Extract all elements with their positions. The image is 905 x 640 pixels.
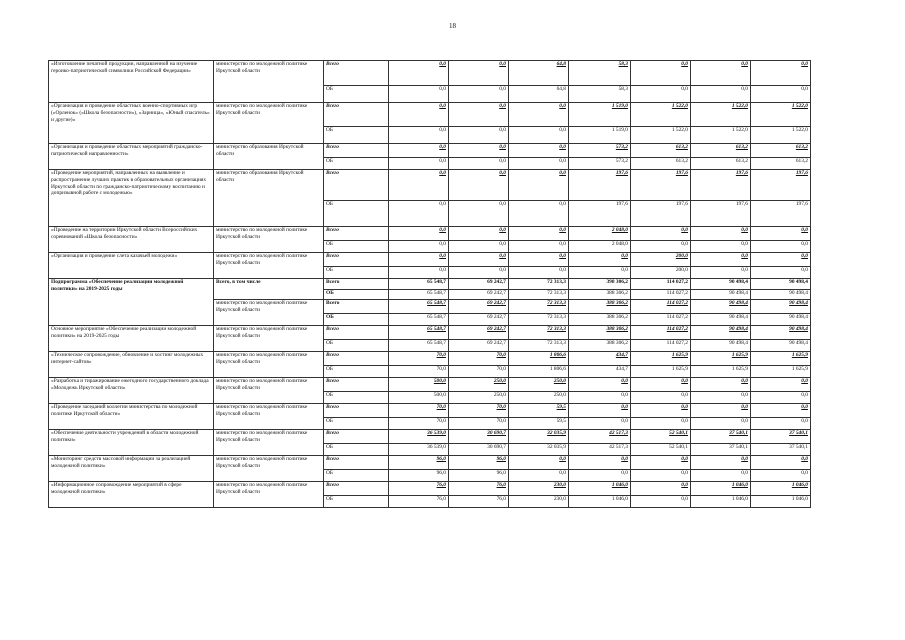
value-cell-total: 0,0 [389, 170, 449, 201]
value-cell-total: 1 046,0 [751, 482, 811, 496]
value-cell-total: 58,3 [569, 61, 631, 86]
value-cell-ob: 0,0 [631, 470, 691, 482]
value-cell-ob: 1 625,9 [751, 366, 811, 378]
funding-source-total: Всего [324, 227, 389, 241]
value-cell-total: 69 242,7 [449, 326, 509, 340]
value-cell-total: 0,0 [509, 253, 569, 267]
value-cell-ob: 0,0 [569, 418, 631, 430]
value-cell-ob: 76,0 [389, 496, 449, 508]
value-cell-total: 197,6 [631, 170, 691, 201]
value-cell-ob: 613,2 [751, 158, 811, 170]
value-cell-total: 90 498,4 [691, 279, 751, 290]
activity-name: «Разработка и тиражирование ежегодного государственного доклада «Молодежь Иркутской области» [49, 378, 214, 404]
value-cell-total: 1 046,0 [691, 482, 751, 496]
value-cell-total: 114 027,2 [631, 326, 691, 340]
value-cell-total: 90 498,4 [691, 300, 751, 314]
activity-name: «Организация и проведение слета казачьей молодежи» [49, 253, 214, 279]
value-cell-total: 90 498,4 [751, 279, 811, 290]
funding-source-ob: ОБ [324, 267, 389, 279]
value-cell-ob: 70,0 [449, 418, 509, 430]
table-row [49, 279, 811, 290]
value-cell-total: 434,7 [569, 352, 631, 366]
funding-source-ob: ОБ [324, 201, 389, 227]
value-cell-ob: 70,0 [389, 366, 449, 378]
value-cell-total: 65 548,7 [389, 279, 449, 290]
funding-source-ob: ОБ [324, 86, 389, 103]
funding-source-total: Всего [324, 456, 389, 470]
value-cell-total: 0,0 [509, 227, 569, 241]
value-cell-total: 1 519,0 [569, 103, 631, 127]
value-cell-ob: 36 539,0 [389, 444, 449, 456]
value-cell-ob: 90 498,4 [751, 314, 811, 326]
value-cell-ob: 197,6 [569, 201, 631, 227]
value-cell-total: 388 306,2 [569, 326, 631, 340]
value-cell-total: 573,2 [569, 144, 631, 158]
funding-source-ob: ОБ [324, 470, 389, 482]
value-cell-ob: 1 046,0 [751, 496, 811, 508]
value-cell-ob: 37 540,1 [751, 444, 811, 456]
value-cell-total: 0,0 [691, 227, 751, 241]
budget-table [48, 60, 811, 508]
value-cell-ob: 197,6 [691, 201, 751, 227]
value-cell-ob: 90 498,4 [751, 290, 811, 300]
value-cell-total: 0,0 [691, 378, 751, 392]
value-cell-ob: 613,2 [691, 158, 751, 170]
value-cell-total: 42 517,3 [569, 430, 631, 444]
table-row [49, 170, 811, 201]
value-cell-ob: 1 522,0 [751, 127, 811, 144]
value-cell-ob: 58,3 [569, 86, 631, 103]
funding-source-total: Всего [324, 430, 389, 444]
value-cell-total: 0,0 [389, 227, 449, 241]
value-cell-ob: 197,6 [631, 201, 691, 227]
executor-cell: министерство по молодежной политике Иркутской области [214, 352, 324, 378]
funding-source-ob: ОБ [324, 158, 389, 170]
value-cell-total: 0,0 [449, 144, 509, 158]
value-cell-ob: 114 027,2 [631, 340, 691, 352]
value-cell-total: 52 540,1 [631, 430, 691, 444]
activity-name: «Проведение мероприятий, направленных на выявление и распространение лучших практик в образовательных организациях Иркутской области по гражданско-патриотическому воспитанию и допризывной работе с молодежью» [49, 170, 214, 227]
funding-source-total: Всего [324, 144, 389, 158]
value-cell-ob: 0,0 [751, 267, 811, 279]
value-cell-ob: 1 625,9 [631, 366, 691, 378]
value-cell-ob: 0,0 [449, 127, 509, 144]
value-cell-total: 0,0 [631, 227, 691, 241]
funding-source-ob: ОБ [324, 314, 389, 326]
value-cell-ob: 0,0 [389, 86, 449, 103]
value-cell-ob: 613,2 [631, 158, 691, 170]
value-cell-total: 90 498,4 [751, 326, 811, 340]
value-cell-ob: 0,0 [509, 158, 569, 170]
funding-source-total: Всего [324, 378, 389, 392]
value-cell-total: 1 522,0 [751, 103, 811, 127]
value-cell-total: 30 690,7 [449, 430, 509, 444]
funding-source-total: Всего [324, 61, 389, 86]
value-cell-total: 0,0 [449, 170, 509, 201]
value-cell-ob: 0,0 [509, 241, 569, 253]
value-cell-ob: 42 517,3 [569, 444, 631, 456]
value-cell-total: 64,8 [509, 61, 569, 86]
value-cell-total: 1 046,0 [569, 482, 631, 496]
value-cell-ob: 388 306,2 [569, 290, 631, 300]
value-cell-ob: 0,0 [631, 418, 691, 430]
value-cell-ob: 69 242,7 [449, 314, 509, 326]
value-cell-ob: 0,0 [751, 392, 811, 404]
value-cell-total: 0,0 [509, 170, 569, 201]
value-cell-total: 0,0 [631, 61, 691, 86]
funding-source-total: Всего [324, 326, 389, 340]
value-cell-ob: 1 806,6 [509, 366, 569, 378]
value-cell-total: 250,0 [509, 378, 569, 392]
value-cell-total: 96,0 [389, 456, 449, 470]
value-cell-ob: 388 306,2 [569, 340, 631, 352]
value-cell-total: 398 306,2 [569, 279, 631, 290]
funding-source-ob: ОБ [324, 496, 389, 508]
value-cell-ob: 573,2 [569, 158, 631, 170]
value-cell-total: 1 625,9 [691, 352, 751, 366]
value-cell-ob: 96,0 [389, 470, 449, 482]
value-cell-ob: 70,0 [389, 418, 449, 430]
value-cell-total: 0,0 [389, 144, 449, 158]
value-cell-total: 0,0 [449, 61, 509, 86]
table-row [49, 144, 811, 158]
value-cell-ob: 69 242,7 [449, 290, 509, 300]
value-cell-total: 0,0 [751, 404, 811, 418]
executor-cell: министерство по молодежной политике Иркутской области [214, 404, 324, 430]
funding-source-ob: ОБ [324, 127, 389, 144]
executor-cell: министерство образования Иркутской области [214, 170, 324, 227]
table-row [49, 103, 811, 127]
value-cell-ob: 0,0 [691, 267, 751, 279]
value-cell-ob: 70,0 [449, 366, 509, 378]
funding-source-total: Всего [324, 352, 389, 366]
value-cell-total: 0,0 [449, 253, 509, 267]
executor-cell: министерство по молодежной политике Иркутской области [214, 253, 324, 279]
funding-source-ob: ОБ [324, 418, 389, 430]
value-cell-ob: 0,0 [751, 86, 811, 103]
value-cell-ob: 90 498,4 [691, 340, 751, 352]
value-cell-ob: 0,0 [751, 418, 811, 430]
value-cell-ob: 388 306,2 [569, 314, 631, 326]
value-cell-total: 0,0 [389, 61, 449, 86]
value-cell-ob: 250,0 [509, 392, 569, 404]
value-cell-total: 0,0 [751, 253, 811, 267]
value-cell-total: 59,5 [509, 404, 569, 418]
value-cell-ob: 32 035,9 [509, 444, 569, 456]
value-cell-ob: 30 690,7 [449, 444, 509, 456]
value-cell-total: 90 498,4 [751, 300, 811, 314]
funding-source-total: Всего [324, 482, 389, 496]
value-cell-total: 36 539,0 [389, 430, 449, 444]
value-cell-ob: 230,0 [509, 496, 569, 508]
value-cell-total: 1 522,0 [691, 103, 751, 127]
value-cell-ob: 0,0 [569, 267, 631, 279]
executor-cell: министерство по молодежной политике Иркутской области [214, 227, 324, 253]
value-cell-total: 0,0 [569, 456, 631, 470]
value-cell-ob: 0,0 [389, 158, 449, 170]
funding-source-total: Всего [324, 300, 389, 314]
activity-name: «Проведение на территории Иркутской области Всероссийских соревнований «Школа безопасности» [49, 227, 214, 253]
value-cell-total: 0,0 [569, 378, 631, 392]
value-cell-total: 1 625,9 [751, 352, 811, 366]
value-cell-ob: 0,0 [751, 241, 811, 253]
value-cell-total: 72 313,3 [509, 300, 569, 314]
value-cell-ob: 0,0 [389, 201, 449, 227]
value-cell-total: 0,0 [509, 144, 569, 158]
value-cell-total: 0,0 [389, 253, 449, 267]
value-cell-total: 37 540,1 [691, 430, 751, 444]
value-cell-ob: 0,0 [691, 470, 751, 482]
funding-source-total: Всего [324, 404, 389, 418]
executor-cell: министерство по молодежной политике Иркутской области [214, 378, 324, 404]
table-row [49, 404, 811, 418]
executor-cell: Всего, в том числе [214, 279, 324, 300]
value-cell-ob: 59,5 [509, 418, 569, 430]
value-cell-total: 0,0 [509, 456, 569, 470]
table-row [49, 456, 811, 470]
value-cell-total: 0,0 [449, 227, 509, 241]
value-cell-total: 0,0 [631, 456, 691, 470]
value-cell-total: 200,0 [631, 253, 691, 267]
value-cell-ob: 1 522,0 [691, 127, 751, 144]
value-cell-total: 0,0 [691, 456, 751, 470]
executor-cell: министерство по молодежной политике Иркутской области [214, 430, 324, 456]
table-row [49, 227, 811, 241]
value-cell-ob: 0,0 [631, 86, 691, 103]
value-cell-ob: 90 498,4 [751, 340, 811, 352]
funding-source-ob: ОБ [324, 241, 389, 253]
value-cell-ob: 1 519,0 [569, 127, 631, 144]
value-cell-ob: 2 048,0 [569, 241, 631, 253]
value-cell-total: 0,0 [631, 404, 691, 418]
funding-source-ob: ОБ [324, 392, 389, 404]
value-cell-ob: 64,8 [509, 86, 569, 103]
value-cell-total: 90 498,4 [691, 326, 751, 340]
value-cell-ob: 90 498,4 [691, 290, 751, 300]
value-cell-total: 0,0 [751, 378, 811, 392]
value-cell-ob: 0,0 [631, 496, 691, 508]
value-cell-total: 0,0 [389, 103, 449, 127]
value-cell-ob: 0,0 [389, 267, 449, 279]
value-cell-ob: 0,0 [449, 267, 509, 279]
funding-source-ob: ОБ [324, 340, 389, 352]
value-cell-ob: 0,0 [691, 241, 751, 253]
funding-source-ob: ОБ [324, 290, 389, 300]
value-cell-ob: 114 027,2 [631, 314, 691, 326]
value-cell-total: 70,0 [389, 352, 449, 366]
value-cell-total: 613,2 [691, 144, 751, 158]
value-cell-ob: 96,0 [449, 470, 509, 482]
value-cell-total: 1 625,9 [631, 352, 691, 366]
value-cell-total: 250,0 [449, 378, 509, 392]
value-cell-ob: 0,0 [631, 241, 691, 253]
value-cell-total: 0,0 [449, 103, 509, 127]
funding-source-ob: ОБ [324, 444, 389, 456]
value-cell-ob: 1 046,0 [691, 496, 751, 508]
value-cell-ob: 0,0 [449, 201, 509, 227]
activity-name: «Изготовление печатной продукции, направленной на изучение героико-патриотической символики Российской Федерации» [49, 61, 214, 103]
value-cell-ob: 250,0 [449, 392, 509, 404]
value-cell-ob: 1 625,9 [691, 366, 751, 378]
value-cell-total: 0,0 [751, 227, 811, 241]
activity-name: Основное мероприятие «Обеспечение реализации молодежной политики» на 2019-2025 годы [49, 326, 214, 352]
value-cell-total: 72 313,3 [509, 279, 569, 290]
value-cell-ob: 90 498,4 [691, 314, 751, 326]
funding-source-total: Всего [324, 253, 389, 267]
value-cell-total: 0,0 [631, 378, 691, 392]
value-cell-total: 70,0 [449, 352, 509, 366]
value-cell-total: 69 242,7 [449, 279, 509, 290]
executor-cell: министерство по молодежной политике Иркутской области [214, 300, 324, 326]
funding-source-total: Всего [324, 279, 389, 290]
page-number: 18 [449, 22, 456, 30]
value-cell-ob: 200,0 [631, 267, 691, 279]
value-cell-ob: 65 548,7 [389, 340, 449, 352]
subprogram-name: Подпрограмма «Обеспечение реализации молодежной политики» на 2019-2025 годы [49, 279, 214, 326]
value-cell-ob: 72 313,3 [509, 340, 569, 352]
value-cell-ob: 0,0 [509, 201, 569, 227]
table-row [49, 326, 811, 340]
value-cell-total: 70,0 [449, 404, 509, 418]
value-cell-ob: 0,0 [389, 127, 449, 144]
executor-cell: министерство по молодежной политике Иркутской области [214, 61, 324, 103]
value-cell-ob: 1 046,0 [569, 496, 631, 508]
value-cell-total: 613,2 [751, 144, 811, 158]
value-cell-total: 114 027,2 [631, 300, 691, 314]
value-cell-total: 0,0 [751, 456, 811, 470]
funding-source-ob: ОБ [324, 366, 389, 378]
value-cell-total: 500,0 [389, 378, 449, 392]
value-cell-ob: 434,7 [569, 366, 631, 378]
value-cell-ob: 0,0 [569, 392, 631, 404]
executor-cell: министерство по молодежной политике Иркутской области [214, 326, 324, 352]
value-cell-total: 1 522,0 [631, 103, 691, 127]
value-cell-ob: 52 540,1 [631, 444, 691, 456]
value-cell-ob: 0,0 [751, 470, 811, 482]
value-cell-ob: 0,0 [691, 418, 751, 430]
value-cell-total: 0,0 [569, 253, 631, 267]
value-cell-total: 76,0 [389, 482, 449, 496]
table-row [49, 378, 811, 392]
value-cell-total: 70,0 [389, 404, 449, 418]
table-row [49, 61, 811, 86]
value-cell-total: 197,6 [691, 170, 751, 201]
value-cell-ob: 0,0 [569, 470, 631, 482]
activity-name: «Мониторинг средств массовой информации за реализацией молодежной политики» [49, 456, 214, 482]
value-cell-total: 96,0 [449, 456, 509, 470]
value-cell-total: 65 548,7 [389, 326, 449, 340]
value-cell-ob: 69 242,7 [449, 340, 509, 352]
value-cell-ob: 1 522,0 [631, 127, 691, 144]
value-cell-ob: 0,0 [691, 392, 751, 404]
value-cell-ob: 500,0 [389, 392, 449, 404]
table-row [49, 352, 811, 366]
executor-cell: министерство образования Иркутской области [214, 144, 324, 170]
value-cell-ob: 0,0 [509, 267, 569, 279]
table-row [49, 430, 811, 444]
value-cell-ob: 197,6 [751, 201, 811, 227]
value-cell-total: 230,0 [509, 482, 569, 496]
activity-name: «Организация и проведение областных военно-спортивных игр («Орленок» («Школа безопасности»), «Зарница», «Юный спасатель» и другие)» [49, 103, 214, 144]
value-cell-total: 197,6 [569, 170, 631, 201]
value-cell-total: 114 027,2 [631, 279, 691, 290]
value-cell-total: 0,0 [751, 61, 811, 86]
activity-name: «Информационное сопровождение мероприятий в сфере молодежной политики» [49, 482, 214, 508]
value-cell-total: 0,0 [691, 253, 751, 267]
value-cell-ob: 0,0 [449, 86, 509, 103]
value-cell-total: 613,2 [631, 144, 691, 158]
value-cell-ob: 72 313,3 [509, 290, 569, 300]
value-cell-total: 0,0 [631, 482, 691, 496]
value-cell-total: 1 806,6 [509, 352, 569, 366]
executor-cell: министерство по молодежной политике Иркутской области [214, 456, 324, 482]
value-cell-ob: 0,0 [509, 470, 569, 482]
value-cell-total: 0,0 [691, 61, 751, 86]
value-cell-total: 0,0 [691, 404, 751, 418]
executor-cell: министерство по молодежной политике Иркутской области [214, 482, 324, 508]
value-cell-total: 65 548,7 [389, 300, 449, 314]
value-cell-ob: 72 313,3 [509, 314, 569, 326]
activity-name: «Обеспечение деятельности учреждений в области молодежной политики» [49, 430, 214, 456]
table-row [49, 253, 811, 267]
funding-source-total: Всего [324, 170, 389, 201]
value-cell-ob: 65 548,7 [389, 290, 449, 300]
activity-name: «Техническое сопровождение, обновление и хостинг молодежных интернет-сайтов» [49, 352, 214, 378]
value-cell-ob: 114 027,2 [631, 290, 691, 300]
value-cell-ob: 0,0 [509, 127, 569, 144]
value-cell-total: 32 035,9 [509, 430, 569, 444]
value-cell-total: 72 313,3 [509, 326, 569, 340]
activity-name: «Проведение заседаний коллегии министерства по молодежной политике Иркутской области» [49, 404, 214, 430]
value-cell-ob: 37 540,1 [691, 444, 751, 456]
value-cell-ob: 0,0 [449, 241, 509, 253]
value-cell-total: 197,6 [751, 170, 811, 201]
value-cell-ob: 76,0 [449, 496, 509, 508]
funding-source-total: Всего [324, 103, 389, 127]
value-cell-total: 0,0 [569, 404, 631, 418]
value-cell-ob: 0,0 [691, 86, 751, 103]
value-cell-total: 388 306,2 [569, 300, 631, 314]
executor-cell: министерство по молодежной политике Иркутской области [214, 103, 324, 144]
value-cell-total: 76,0 [449, 482, 509, 496]
table-row [49, 482, 811, 496]
value-cell-total: 2 048,0 [569, 227, 631, 241]
activity-name: «Организация и проведение областных мероприятий гражданско-патриотической направленности» [49, 144, 214, 170]
value-cell-total: 69 242,7 [449, 300, 509, 314]
value-cell-ob: 0,0 [389, 241, 449, 253]
value-cell-total: 37 540,1 [751, 430, 811, 444]
value-cell-ob: 65 548,7 [389, 314, 449, 326]
value-cell-ob: 0,0 [449, 158, 509, 170]
value-cell-ob: 0,0 [631, 392, 691, 404]
value-cell-total: 0,0 [509, 103, 569, 127]
